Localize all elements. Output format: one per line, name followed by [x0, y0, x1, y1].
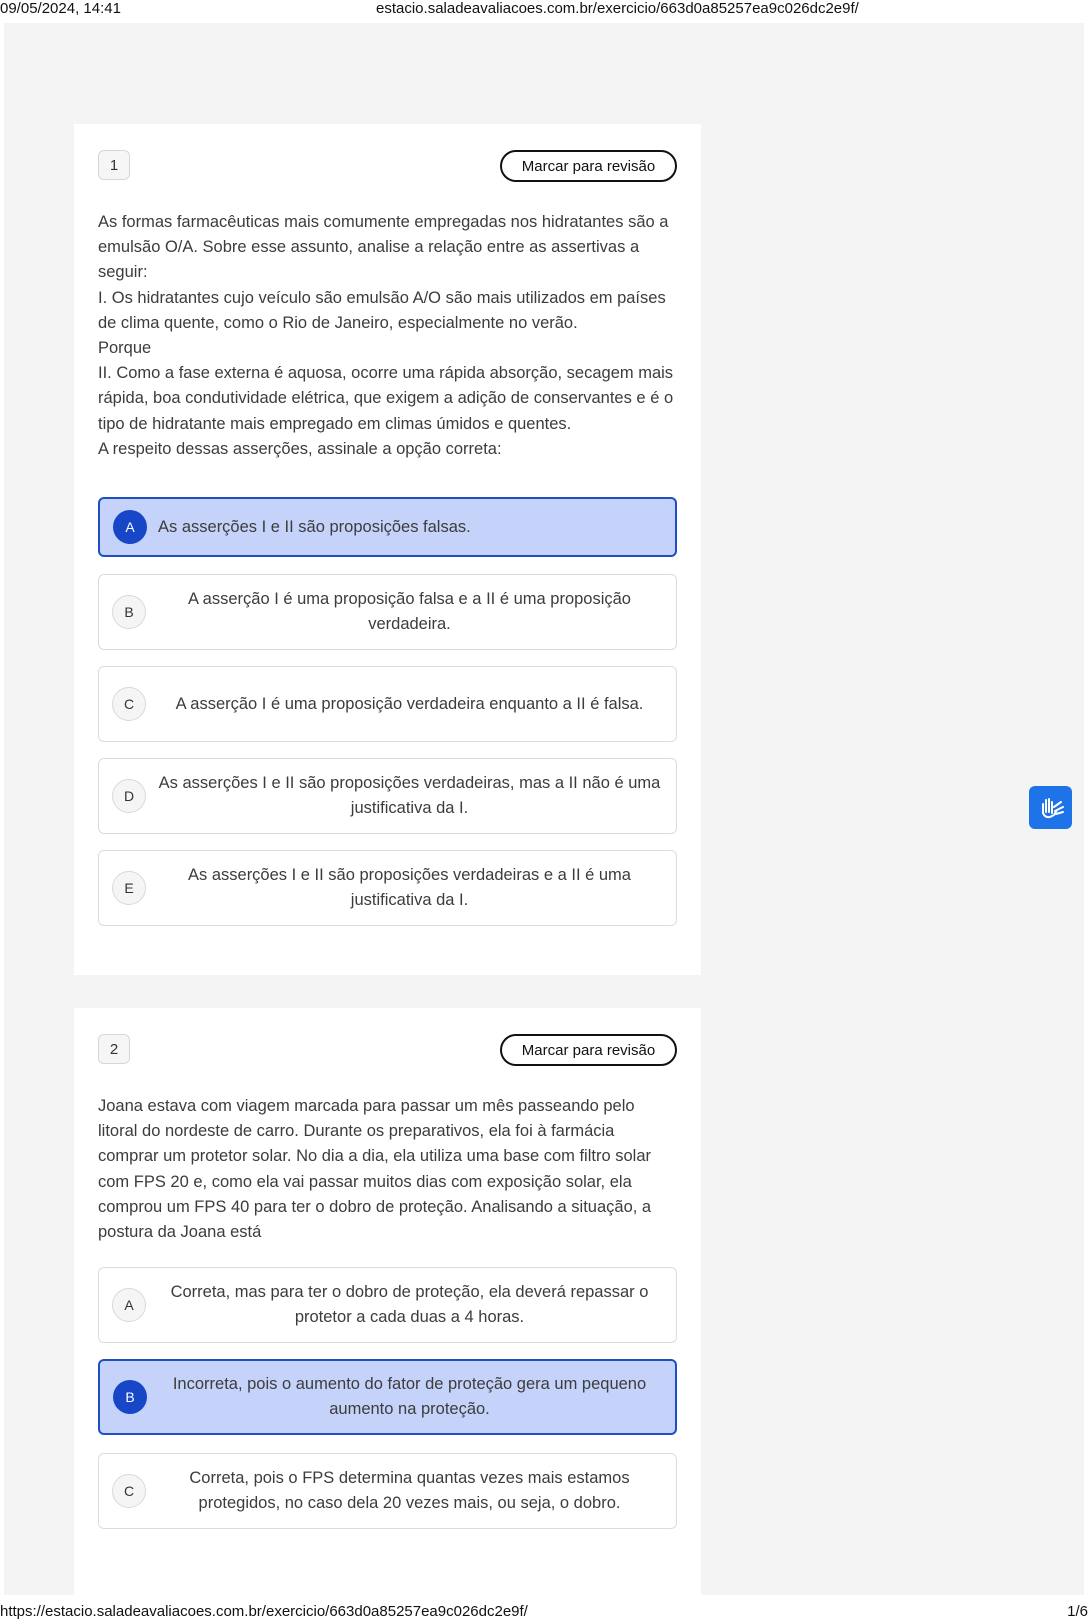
question-card-1 [74, 124, 701, 975]
option-text: As asserções I e II são proposições falsas. [158, 517, 471, 536]
option-text: As asserções I e II são proposições verdadeiras e a II é uma justificativa da I. [188, 866, 631, 909]
option-e[interactable] [98, 850, 677, 926]
print-header [0, 0, 1088, 20]
question-statement [98, 210, 677, 462]
option-b[interactable] [98, 574, 677, 650]
question-statement [98, 1094, 677, 1245]
footer-page-number: 1/6 [1067, 1603, 1088, 1620]
option-d[interactable] [98, 758, 677, 834]
print-footer [0, 1603, 1088, 1623]
print-datetime: 09/05/2024, 14:41 [0, 0, 121, 17]
option-a[interactable] [98, 1267, 677, 1343]
option-b[interactable] [98, 1359, 677, 1435]
option-text: A asserção I é uma proposição falsa e a II é uma proposição verdadeira. [187, 590, 631, 633]
statement-paragraph: As formas farmacêuticas mais comumente empregadas nos hidratantes são a emulsão O/A. Sobre esse assunto, analise a relação entre as assertivas a seguir: [98, 213, 669, 282]
question-number: 2 [98, 1034, 130, 1064]
option-text: A asserção I é uma proposição verdadeira enquanto a II é falsa. [175, 694, 644, 713]
sign-language-hands-icon [1036, 793, 1066, 823]
mark-for-review-button[interactable]: Marcar para revisão [500, 1034, 677, 1066]
option-c[interactable] [98, 666, 677, 742]
statement-paragraph: Joana estava com viagem marcada para passar um mês passeando pelo litoral do nordeste de carro. Durante os preparativos, ela foi à farmácia comprar um protetor solar. No dia a dia, ela utiliza uma base com filtro solar com FPS 20 e, como ela vai passar muitos dias com exposição solar, ela comprou um FPS 40 para ter o dobro de proteção. Analisando a situação, a postura da Joana está [98, 1097, 652, 1242]
mark-for-review-button[interactable]: Marcar para revisão [500, 150, 677, 182]
question-number: 1 [98, 150, 130, 180]
option-text: Incorreta, pois o aumento do fator de proteção gera um pequeno aumento na proteção. [172, 1375, 647, 1418]
footer-url: https://estacio.saladeavaliacoes.com.br/exercicio/663d0a85257ea9c026dc2e9f/ [0, 1603, 528, 1620]
statement-paragraph: A respeito dessas asserções, assinale a opção correta: [98, 439, 502, 458]
option-letter: A [112, 1288, 146, 1322]
option-text: As asserções I e II são proposições verdadeiras, mas a II não é uma justificativa da I. [158, 774, 661, 817]
statement-paragraph: II. Como a fase externa é aquosa, ocorre uma rápida absorção, secagem mais rápida, boa condutividade elétrica, que exigem a adição de conservantes e é o tipo de hidratante mais empregado em climas úmidos e quentes. [98, 364, 674, 433]
option-letter: C [112, 1474, 146, 1508]
option-text: Correta, pois o FPS determina quantas vezes mais estamos protegidos, no caso dela 20 vezes mais, ou seja, o dobro. [189, 1469, 630, 1512]
option-letter: B [112, 595, 146, 629]
option-c[interactable] [98, 1453, 677, 1529]
option-letter: E [112, 871, 146, 905]
page-background [4, 23, 1084, 1595]
statement-paragraph: I. Os hidratantes cujo veículo são emulsão A/O são mais utilizados em países de clima quente, como o Rio de Janeiro, especialmente no verão. [98, 288, 666, 332]
option-letter: C [112, 687, 146, 721]
option-a[interactable] [98, 497, 677, 557]
option-letter: B [113, 1380, 147, 1414]
question-card-2 [74, 1008, 701, 1595]
option-text: Correta, mas para ter o dobro de proteção, ela deverá repassar o protetor a cada duas a 4 horas. [170, 1283, 649, 1326]
option-letter: D [112, 779, 146, 813]
statement-paragraph: Porque [98, 339, 152, 358]
sign-language-accessibility-button[interactable] [1029, 786, 1072, 829]
print-url: estacio.saladeavaliacoes.com.br/exercicio/663d0a85257ea9c026dc2e9f/ [376, 0, 859, 17]
option-letter: A [113, 510, 147, 544]
